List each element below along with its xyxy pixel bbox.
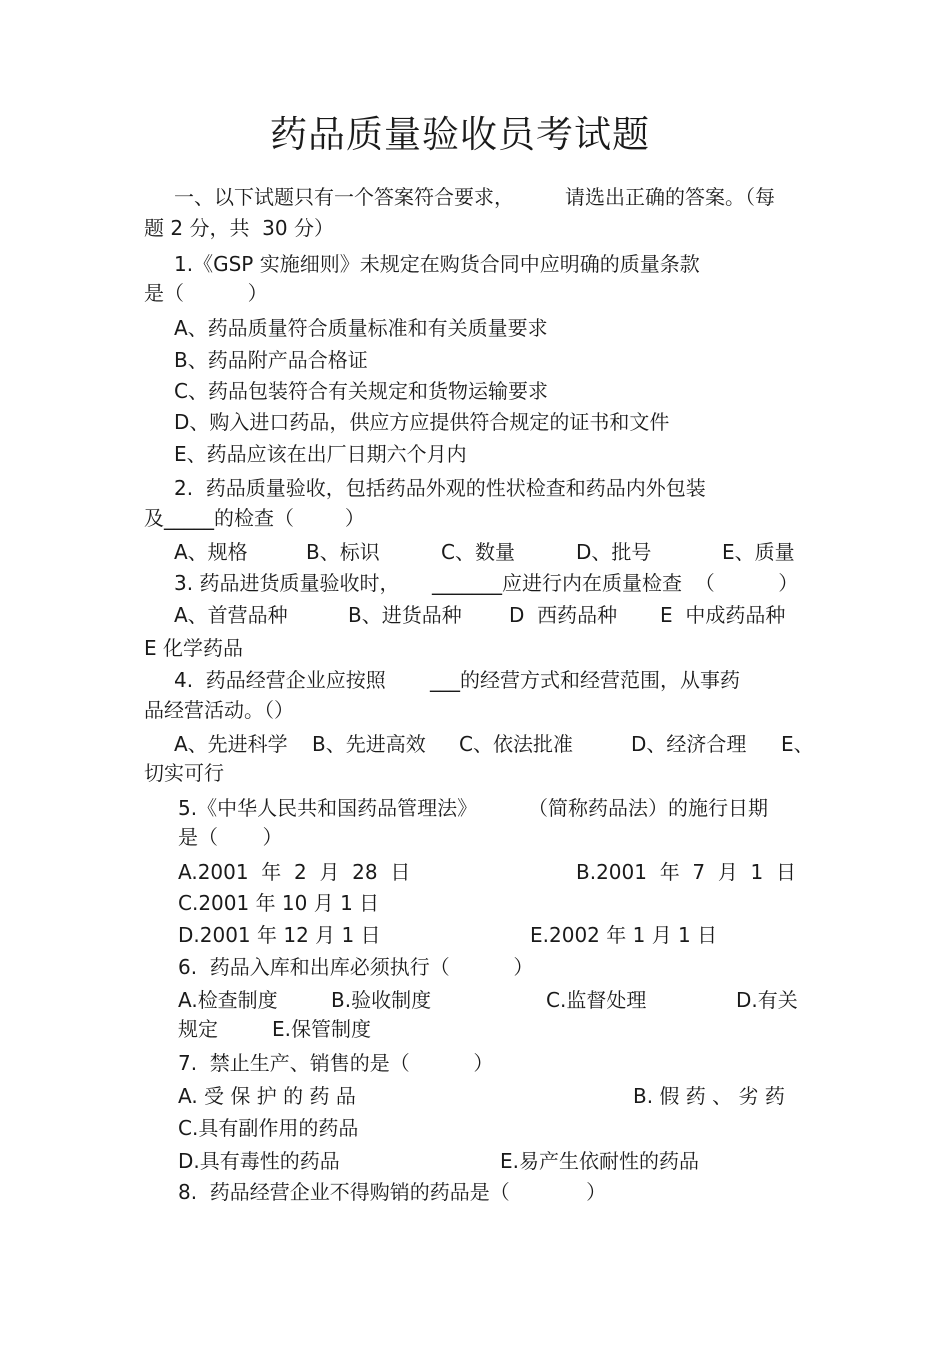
- question-2-option-c: C、数量: [441, 540, 515, 564]
- question-2-option-d: D、批号: [576, 540, 652, 564]
- question-1-option-c: C、药品包装符合有关规定和货物运输要求: [174, 379, 548, 403]
- question-4-text-blank: ___的经营方式和经营范围，从事药: [430, 668, 740, 692]
- question-5-text-part2: （简称药品法）的施行日期: [528, 796, 768, 820]
- section-heading-part3: 题 2 分，共 30 分）: [144, 216, 334, 240]
- question-4-option-a: A、先进科学: [174, 732, 288, 756]
- question-6-option-d-wrap: 规定: [178, 1017, 218, 1041]
- question-7-option-a: A. 受 保 护 的 药 品: [178, 1084, 356, 1108]
- question-4-text-wrap: 品经营活动。（）: [144, 698, 294, 722]
- question-3-option-d: D 西药品种: [509, 603, 618, 627]
- question-3-option-e: E 中成药品种: [660, 603, 786, 627]
- question-7-option-e: E.易产生依耐性的药品: [500, 1149, 699, 1173]
- question-3-text-blank: _______应进行内在质量检查 （ ）: [432, 571, 799, 595]
- question-3-text: 3. 药品进货质量验收时，: [174, 571, 400, 595]
- question-5-option-c: C.2001 年 10 月 1 日: [178, 891, 380, 915]
- question-4-option-e: E、: [781, 732, 814, 756]
- question-1-option-a: A、药品质量符合质量标准和有关质量要求: [174, 316, 548, 340]
- question-4-option-c: C、依法批准: [459, 732, 573, 756]
- question-1-option-e: E、药品应该在出厂日期六个月内: [174, 442, 467, 466]
- question-2-option-a: A、规格: [174, 540, 248, 564]
- question-1-option-d: D、购入进口药品，供应方应提供符合规定的证书和文件: [174, 410, 670, 434]
- question-5-text-wrap: 是（ ）: [178, 825, 283, 849]
- question-7-option-d: D.具有毒性的药品: [178, 1149, 340, 1173]
- question-6-option-e: E.保管制度: [272, 1017, 371, 1041]
- question-4-option-b: B、先进高效: [312, 732, 426, 756]
- question-6-option-a: A.检查制度: [178, 988, 278, 1012]
- question-1-text: 1.《GSP 实施细则》未规定在购货合同中应明确的质量条款: [174, 252, 700, 276]
- question-5-option-b: B.2001 年 7 月 1 日: [576, 860, 796, 884]
- question-4-text: 4. 药品经营企业应按照: [174, 668, 386, 692]
- document-title: 药品质量验收员考试题: [270, 113, 650, 156]
- question-6-option-c: C.监督处理: [546, 988, 647, 1012]
- question-7-option-c: C.具有副作用的药品: [178, 1116, 359, 1140]
- question-3-option-a: A、首营品种: [174, 603, 288, 627]
- question-5-option-d: D.2001 年 12 月 1 日: [178, 923, 381, 947]
- question-1-text-wrap: 是（ ）: [144, 281, 268, 305]
- question-5-option-a: A.2001 年 2 月 28 日: [178, 860, 411, 884]
- question-5-text: 5.《中华人民共和国药品管理法》: [178, 796, 478, 820]
- question-4-option-e-wrap: 切实可行: [144, 761, 224, 785]
- question-3-option-e2: E 化学药品: [144, 636, 243, 660]
- question-2-text-wrap: 及_____的检查（ ）: [144, 506, 365, 530]
- question-1-option-b: B、药品附产品合格证: [174, 348, 368, 372]
- question-4-option-d: D、经济合理: [631, 732, 747, 756]
- section-heading-part1: 一、以下试题只有一个答案符合要求，: [174, 185, 514, 209]
- question-6-text: 6. 药品入库和出库必须执行（ ）: [178, 955, 534, 979]
- question-2-option-e: E、质量: [722, 540, 795, 564]
- question-3-option-b: B、进货品种: [348, 603, 462, 627]
- section-heading-part2: 请选出正确的答案。（每: [565, 185, 775, 209]
- question-7-text: 7. 禁止生产、销售的是（ ）: [178, 1051, 494, 1075]
- question-2-text: 2. 药品质量验收，包括药品外观的性状检查和药品内外包装: [174, 476, 706, 500]
- question-6-option-d: D.有关: [736, 988, 798, 1012]
- question-8-text: 8. 药品经营企业不得购销的药品是（ ）: [178, 1180, 607, 1204]
- question-5-option-e: E.2002 年 1 月 1 日: [530, 923, 718, 947]
- question-6-option-b: B.验收制度: [331, 988, 432, 1012]
- question-7-option-b: B. 假 药 、 劣 药: [633, 1084, 785, 1108]
- question-2-option-b: B、标识: [306, 540, 380, 564]
